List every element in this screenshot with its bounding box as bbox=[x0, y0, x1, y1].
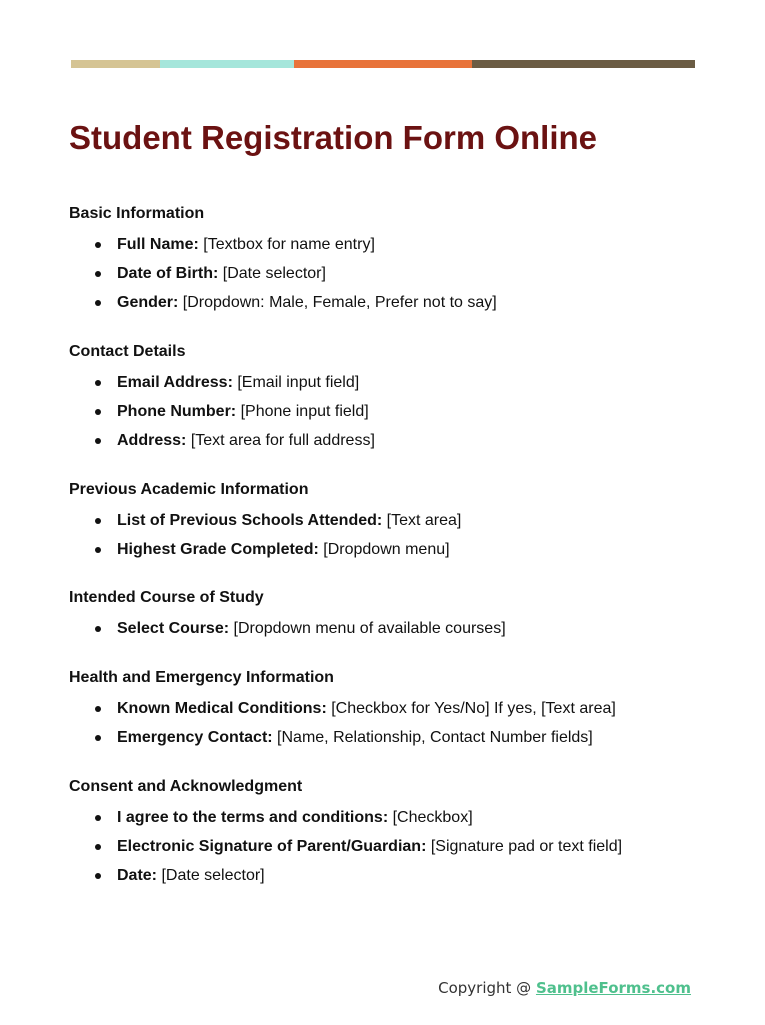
section-heading: Consent and Acknowledgment bbox=[69, 778, 303, 795]
bullet-icon bbox=[95, 547, 101, 553]
field-list bbox=[69, 235, 709, 313]
list-item bbox=[69, 728, 709, 748]
list-item bbox=[69, 619, 709, 639]
field-description: [Dropdown menu of available courses] bbox=[233, 620, 506, 637]
section-contact-details bbox=[69, 342, 709, 451]
section-heading: Contact Details bbox=[69, 343, 186, 360]
field-description: [Date selector] bbox=[161, 867, 265, 884]
section-basic-information bbox=[69, 204, 709, 313]
field-description: [Date selector] bbox=[222, 265, 326, 282]
section-consent-and-acknowledgment bbox=[69, 777, 709, 886]
list-item bbox=[69, 540, 709, 560]
bullet-icon bbox=[95, 815, 101, 821]
section-heading: Previous Academic Information bbox=[69, 481, 309, 498]
bullet-icon bbox=[95, 242, 101, 248]
field-label: Gender: bbox=[117, 294, 179, 311]
field-label: Phone Number: bbox=[117, 403, 237, 420]
field-description: [Textbox for name entry] bbox=[203, 236, 375, 253]
list-item bbox=[69, 402, 709, 422]
section-health-and-emergency-information bbox=[69, 668, 709, 748]
field-label: Known Medical Conditions: bbox=[117, 700, 327, 717]
field-description: [Checkbox for Yes/No] If yes, [Text area] bbox=[331, 700, 616, 717]
color-bar-segment-4 bbox=[472, 60, 695, 68]
bullet-icon bbox=[95, 271, 101, 277]
field-description: [Text area for full address] bbox=[190, 432, 375, 449]
section-intended-course-of-study bbox=[69, 588, 709, 639]
bullet-icon bbox=[95, 844, 101, 850]
field-label: Highest Grade Completed: bbox=[117, 541, 319, 558]
bullet-icon bbox=[95, 300, 101, 306]
field-label: Email Address: bbox=[117, 374, 233, 391]
list-item bbox=[69, 264, 709, 284]
field-label: Select Course: bbox=[117, 620, 230, 637]
field-description: [Email input field] bbox=[237, 374, 360, 391]
bullet-icon bbox=[95, 380, 101, 386]
field-list bbox=[69, 619, 709, 639]
field-description: [Checkbox] bbox=[392, 809, 473, 826]
field-description: [Text area] bbox=[386, 512, 462, 529]
section-heading: Intended Course of Study bbox=[69, 589, 264, 606]
bullet-icon bbox=[95, 409, 101, 415]
color-bar-segment-2 bbox=[160, 60, 294, 68]
field-description: [Dropdown menu] bbox=[323, 541, 450, 558]
list-item bbox=[69, 808, 709, 828]
list-item bbox=[69, 866, 709, 886]
list-item bbox=[69, 235, 709, 255]
section-heading: Health and Emergency Information bbox=[69, 669, 334, 686]
field-label: Date: bbox=[117, 867, 158, 884]
field-description: [Phone input field] bbox=[240, 403, 369, 420]
field-label: Electronic Signature of Parent/Guardian: bbox=[117, 838, 427, 855]
copyright-footer bbox=[438, 978, 691, 998]
field-list bbox=[69, 373, 709, 451]
list-item bbox=[69, 373, 709, 393]
field-description: [Signature pad or text field] bbox=[430, 838, 623, 855]
color-bar-segment-3 bbox=[294, 60, 472, 68]
list-item bbox=[69, 837, 709, 857]
field-description: [Dropdown: Male, Female, Prefer not to say] bbox=[182, 294, 497, 311]
field-label: List of Previous Schools Attended: bbox=[117, 512, 383, 529]
bullet-icon bbox=[95, 438, 101, 444]
copyright-text: Copyright @ bbox=[438, 979, 536, 997]
page-title: Student Registration Form Online bbox=[69, 119, 598, 156]
field-label: I agree to the terms and conditions: bbox=[117, 809, 389, 826]
field-label: Address: bbox=[117, 432, 187, 449]
bullet-icon bbox=[95, 626, 101, 632]
field-label: Full Name: bbox=[117, 236, 199, 253]
bullet-icon bbox=[95, 873, 101, 879]
section-previous-academic-information bbox=[69, 480, 709, 560]
field-label: Date of Birth: bbox=[117, 265, 219, 282]
list-item bbox=[69, 511, 709, 531]
field-list bbox=[69, 808, 709, 886]
top-color-bar bbox=[71, 60, 695, 68]
section-heading: Basic Information bbox=[69, 205, 205, 222]
field-list bbox=[69, 699, 709, 748]
color-bar-segment-1 bbox=[71, 60, 160, 68]
field-label: Emergency Contact: bbox=[117, 729, 273, 746]
bullet-icon bbox=[95, 706, 101, 712]
bullet-icon bbox=[95, 735, 101, 741]
brand-link[interactable]: SampleForms.com bbox=[535, 979, 691, 997]
list-item bbox=[69, 431, 709, 451]
field-list bbox=[69, 511, 709, 560]
bullet-icon bbox=[95, 518, 101, 524]
list-item bbox=[69, 293, 709, 313]
field-description: [Name, Relationship, Contact Number fields] bbox=[277, 729, 593, 746]
list-item bbox=[69, 699, 709, 719]
